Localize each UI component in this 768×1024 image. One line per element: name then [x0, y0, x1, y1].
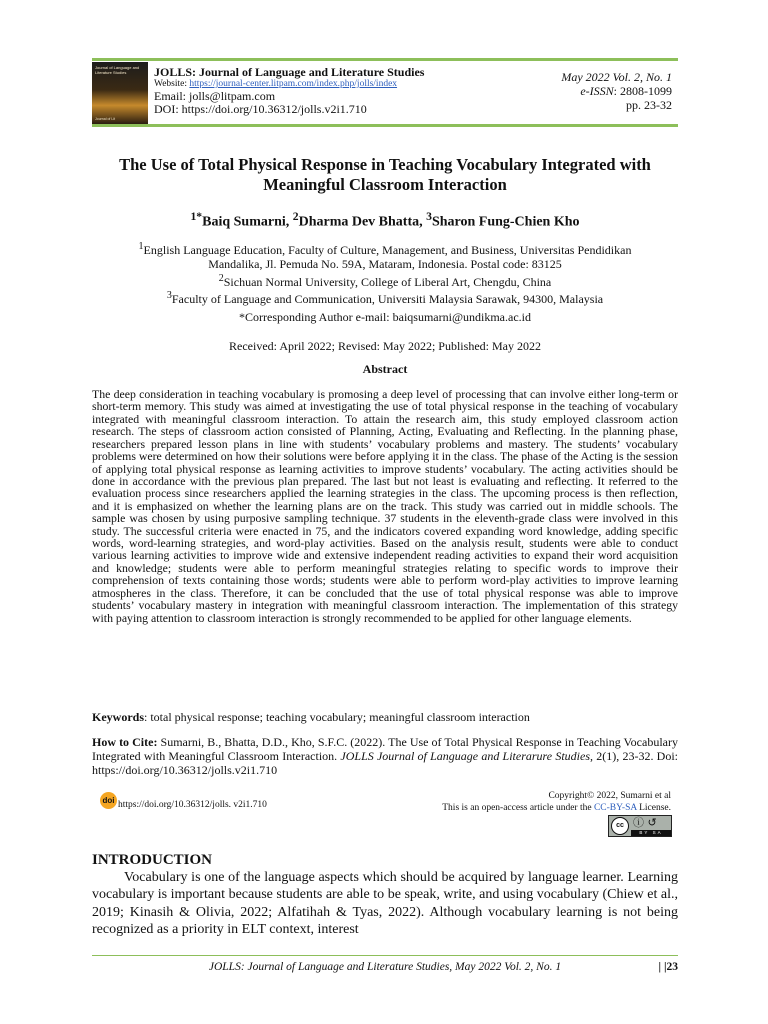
affiliation-1-sup: 1 [138, 241, 144, 252]
website-link[interactable]: https://journal-center.litpam.com/index.php/jolls/index [189, 79, 398, 89]
author-list: $^{1*}$Baiq Sumarni, $^2$Dharma Dev Bhatta, $^3$Sharon Fung-Chien Kho [190, 210, 580, 230]
journal-email: Email: jolls@litpam.com [154, 89, 276, 103]
affiliation-1-line2: Mandalika, Jl. Pemuda No. 59A, Mataram, Indonesia. Postal code: 83125 [208, 257, 562, 272]
copyright-text: Copyright© 2022, Sumarni et al [548, 791, 671, 801]
header-right [561, 70, 672, 112]
affiliation-1 [92, 240, 678, 257]
author-1-sup: 1* [190, 210, 203, 223]
keywords-label: Keywords [92, 710, 144, 724]
author-2-sup: 2 [292, 210, 299, 223]
affiliation-2-line1: Sichuan Normal University, College of Liberal Art, Chengdu, China [223, 274, 552, 289]
abstract-heading: Abstract [362, 362, 408, 376]
cite-end: 2(1), 23-32. Doi: https://doi.org/10.36312/jolls.v2i1.710 [92, 748, 679, 777]
page-footer [92, 960, 678, 976]
header-top-rule [92, 58, 678, 61]
doi-icon: doi [100, 792, 117, 809]
license-pre: This is an open-access article under the [442, 802, 594, 813]
article-dates: Received: April 2022; Revised: May 2022; Published: May 2022 [229, 339, 541, 353]
article-title: The Use of Total Physical Response in Teaching Vocabulary Integrated with Meaningful Classroom Interaction [119, 155, 651, 194]
how-to-cite [92, 736, 678, 777]
author-3-sup: 3 [426, 210, 432, 223]
header-bottom-rule [92, 124, 678, 127]
affiliation-2 [92, 272, 678, 289]
journal-header [92, 62, 678, 124]
doi-short-link[interactable]: https://doi.org/10.36312/jolls. v2i1.710 [118, 800, 267, 810]
author-3-name: Sharon Fung-Chien Kho [431, 214, 580, 230]
footer-journal: JOLLS: Journal of Language and Literature Studies, May 2022 Vol. 2, No. 1 [208, 961, 562, 973]
footer-page-number: | |23 [658, 961, 678, 973]
license-link[interactable]: CC-BY-SA [593, 802, 637, 813]
cover-title: Journal of Language and Literature Studies [95, 65, 140, 75]
cite-journal: JOLLS Journal of Language and Literarure Studies, [340, 748, 593, 763]
keywords [92, 710, 678, 724]
issue-info: May 2022 Vol. 2, No. 1 [561, 70, 672, 84]
doi-link-row [100, 792, 320, 812]
cc-icon: cc [611, 817, 629, 835]
cc-badge-strip: BY SA [631, 830, 671, 836]
by-sa-icons: ⓘ ↺ [633, 816, 657, 829]
page-range: pp. 23-32 [626, 98, 672, 112]
keywords-text: : total physical response; teaching vocabulary; meaningful classroom interaction [144, 710, 530, 724]
introduction-heading: INTRODUCTION [92, 852, 213, 868]
corresponding-author: *Corresponding Author e-mail: baiqsumarni@undikma.ac.id [239, 310, 531, 324]
affiliations [92, 240, 678, 307]
affiliation-3 [92, 289, 678, 306]
article-doi: DOI: https://doi.org/10.36312/jolls.v2i1.710 [154, 102, 367, 116]
eissn [561, 84, 672, 98]
website-label: Website: [154, 79, 190, 89]
license-post: License. [636, 802, 671, 813]
author-1-name: Baiq Sumarni [202, 214, 286, 230]
affiliation-1-line1: English Language Education, Faculty of Culture, Management, and Business, Universitas Pendidikan [143, 243, 632, 257]
journal-name: JOLLS: Journal of Language and Literature Studies [154, 65, 425, 79]
introduction-text: Vocabulary is one of the language aspects which should be acquired by language learner. Learning vocabulary is important because students are able to be speak, write, and using vocabulary (Chiew et al., 2019; Kinasih & Olivia, 2022; Alfatihah & Tyas, 2022). Although vocabulary learning is not being recognized as a priority in ELT context, interest [92, 870, 678, 938]
eissn-label: e-ISSN [580, 84, 614, 98]
cite-label: How to Cite: [92, 735, 158, 749]
eissn-value: : 2808-1099 [613, 84, 672, 98]
affiliation-2-sup: 2 [218, 272, 224, 284]
footer-rule [92, 955, 678, 956]
abstract-text: The deep consideration in teaching vocabulary is promosing a deep level of processing that can involve either long-term or short-term memory. This study was aimed at investigating the use of total physical response in the teaching of vocabulary integrated with meaningful classroom interaction. To attain the research aim, this study employed classroom action research. The steps of classroom action consisted of Planning, Acting, Evaluating and Reflecting. In the planning phase, researchers prepared lesson plans in line with students’ vocabulary problems and mastery. The students’ vocabulary problems were determined on how their solutions were before applying it in the class. The phase of the Acting is the session of applying total physical response as learning activities to improve students’ vocabulary. The acting activities should be done in accordance with the previous plan prepared. The last but not least is evaluating and reflecting. It referred to the evaluation process since researchers applied the learning strategies in the class. The upcoming process is then reflection, and it is emphasized on whether the learning plans are on the track. This study was carried out in middle schools. The sample was chosen by using purposive sampling technique. 37 students in the eleventh-grade class were involved in this study. The successful criteria were enacted in 75, and the indicators covered expanding word knowledge, adding specific words, word-learning strategies, and word-play activities. Based on the analysis result, students were able to conduct various learning activities to improve wide and extensive independent reading activities to expand their word acquisition and knowledge; students were able to perform meaningful strategies relating to specific words to improve their comprehension of texts containing those words; students were able to perform word-play activities to improve learning atmospheres in the class. Therefore, it can be concluded that the use of total physical response was able to improve students’ vocabulary mastery in integration with meaningful classroom interaction. The implementation of this strategy with paying attention to classroom interaction is strongly recommended to be applied for other language elements. [92, 387, 678, 625]
cite-text: Sumarni, B., Bhatta, D.D., Kho, S.F.C. (2022). The Use of Total Physical Response in Teaching Vocabulary Integrated with Meaningful Classroom Interaction. [92, 735, 678, 763]
cc-by-sa-badge[interactable] [608, 815, 672, 837]
affiliation-3-sup: 3 [166, 290, 172, 302]
header-left [154, 66, 484, 116]
copyright-block [341, 791, 671, 814]
cover-subtitle: Journal of Lit [95, 117, 116, 121]
license-line [341, 803, 671, 815]
author-2-name: Dharma Dev Bhatta [298, 214, 420, 230]
journal-cover-image [92, 62, 148, 124]
affiliation-3-line1: Faculty of Language and Communication, Universiti Malaysia Sarawak, 94300, Malaysia [171, 292, 604, 307]
